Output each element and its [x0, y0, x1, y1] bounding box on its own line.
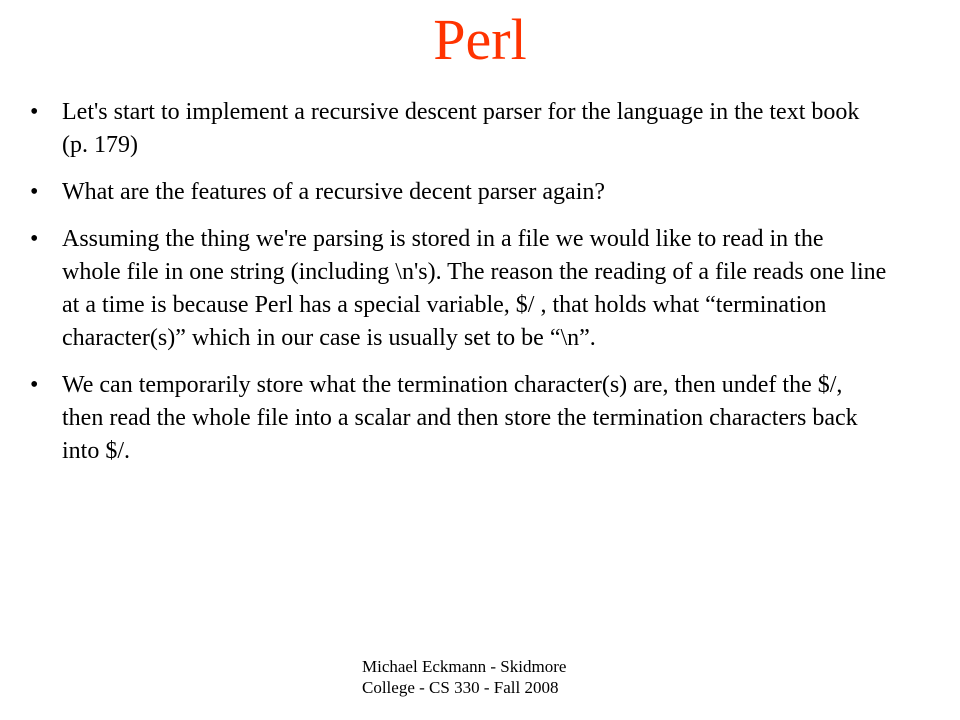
- bullet-text: We can temporarily store what the termination character(s) are, then undef the $/, then read the whole file into a scalar and then store the termination characters back into $/.: [62, 372, 858, 464]
- slide-title: Perl: [433, 7, 527, 72]
- bullet-item: [28, 176, 888, 209]
- bullet-dot-icon: •: [30, 179, 39, 205]
- footer-line: Michael Eckmann - Skidmore: [362, 657, 567, 676]
- bullet-dot-icon: •: [30, 226, 39, 252]
- slide-footer: [362, 656, 642, 698]
- footer-line: College - CS 330 - Fall 2008: [362, 678, 559, 697]
- bullet-dot-icon: •: [30, 372, 39, 398]
- bullet-item: [28, 223, 888, 355]
- bullet-text: Assuming the thing we're parsing is stored in a file we would like to read in the whole file in one string (including \n's). The reason the reading of a file reads one line at a time is because Perl has a special variable, $/ , that holds what “termination character(s)” which in our case is usually set to be “\n”.: [62, 226, 887, 351]
- bullet-list: [28, 96, 888, 482]
- bullet-dot-icon: •: [30, 99, 39, 125]
- bullet-item: [28, 369, 888, 468]
- bullet-text: Let's start to implement a recursive descent parser for the language in the text book (p. 179): [62, 99, 860, 158]
- bullet-text: What are the features of a recursive decent parser again?: [62, 179, 606, 205]
- bullet-item: [28, 96, 888, 162]
